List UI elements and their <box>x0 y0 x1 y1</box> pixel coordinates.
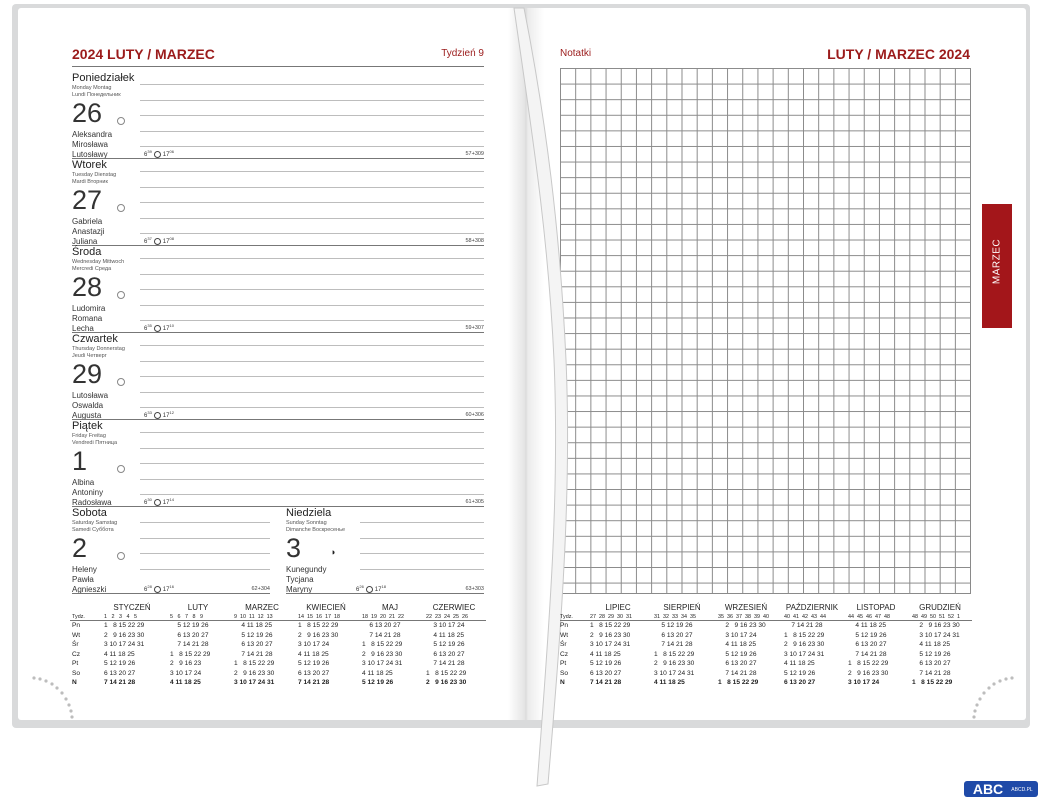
calendar-row: 1 8 15 22 29 <box>654 650 695 658</box>
month-name: MARZEC <box>245 603 279 612</box>
sunset-hour: 17 <box>374 587 382 593</box>
calendar-row: 6 13 20 27 <box>426 650 465 658</box>
sunset-minute: 08 <box>169 236 174 241</box>
calendar-row: 3 10 17 24 <box>848 679 880 686</box>
sunrise-hour: 6 <box>144 500 148 506</box>
name-day: Maryny <box>286 585 313 594</box>
calendar-row: 3 10 17 24 31 <box>362 660 403 667</box>
sunrise-minute: 26 <box>359 584 364 589</box>
month-name: LUTY <box>187 603 209 612</box>
week-numbers: 31 32 33 34 35 <box>654 614 696 620</box>
logo-sub: ABCD.PL <box>1011 787 1033 793</box>
name-day: Lutosławy <box>72 150 108 159</box>
week-numbers: 35 36 37 38 39 40 <box>718 614 769 620</box>
day-translations-2: Mardi Вторник <box>72 179 108 185</box>
day-name: Wtorek <box>72 159 107 171</box>
weekday-label: Wt <box>560 631 569 639</box>
day-translations-2: Lundi Понедельник <box>72 92 121 98</box>
weekday-label: N <box>560 679 565 686</box>
calendar-row: 4 11 18 25 <box>298 650 329 658</box>
calendar-row: 2 9 16 23 <box>170 660 202 667</box>
calendar-row: 1 8 15 22 29 <box>170 650 211 658</box>
name-day: Mirosława <box>72 140 109 149</box>
day-name: Niedziela <box>286 507 332 519</box>
calendar-row: 4 11 18 25 <box>848 622 887 629</box>
week-numbers: 14 15 16 17 18 <box>298 614 340 620</box>
day-name: Sobota <box>72 507 107 519</box>
calendar-row: 7 14 21 28 <box>170 641 209 648</box>
day-count: 58+308 <box>465 238 484 244</box>
calendar-row: 2 9 16 23 30 <box>590 631 631 639</box>
week-numbers: 18 19 20 21 22 <box>362 614 404 620</box>
calendar-row: 5 12 19 26 <box>654 622 693 629</box>
name-day: Albina <box>72 478 95 487</box>
weekday-label: So <box>560 669 569 677</box>
day-number: 27 <box>72 185 103 215</box>
sunset-hour: 17 <box>162 326 170 332</box>
name-day: Antoniny <box>72 488 104 497</box>
sunrise-minute: 30 <box>147 497 152 502</box>
calendar-row: 5 12 19 26 <box>912 650 951 658</box>
sunset-minute: 10 <box>169 323 174 328</box>
day-number: 2 <box>72 533 88 563</box>
sunrise-hour: 6 <box>356 587 360 593</box>
day-translations-2: Samedi Суббота <box>72 527 114 533</box>
name-day: Gabriela <box>72 217 103 226</box>
name-day: Kunegundy <box>286 565 327 574</box>
weekday-label: Pt <box>560 660 567 667</box>
calendar-row: 1 8 15 22 29 <box>234 660 275 667</box>
calendar-row: 4 11 18 25 <box>426 631 465 639</box>
week-number: Tydzień 9 <box>441 48 484 59</box>
calendar-row: 3 10 17 24 31 <box>654 669 695 677</box>
corner-dots-right <box>966 672 1016 722</box>
week-numbers: 5 6 7 8 9 <box>170 614 203 620</box>
calendar-row: 2 9 16 23 30 <box>912 622 960 629</box>
name-day: Lutosława <box>72 391 109 400</box>
week-numbers: 44 45 46 47 48 <box>848 614 890 620</box>
calendar-row: 4 11 18 25 <box>590 650 621 658</box>
calendar-row: 7 14 21 28 <box>784 622 823 629</box>
day-count: 60+306 <box>465 412 484 418</box>
month-name: LIPIEC <box>605 603 631 612</box>
calendar-row: 2 9 16 23 30 <box>654 660 695 667</box>
month-tab-label: MARZEC <box>991 238 1003 285</box>
weekday-label: Śr <box>72 641 79 648</box>
day-translations-2: Mercredi Среда <box>72 266 112 272</box>
day-translations-2: Jeudi Четверг <box>72 353 107 359</box>
day-translations: Wednesday Mittwoch <box>72 259 125 265</box>
calendar-row: 5 12 19 26 <box>234 631 273 639</box>
calendar-row: 3 10 17 24 31 <box>784 650 825 658</box>
sunset-hour: 17 <box>162 413 170 419</box>
weekday-label: Cz <box>560 650 569 658</box>
calendar-row: 5 12 19 26 <box>590 660 622 667</box>
name-day: Radosława <box>72 498 112 507</box>
calendar-row: 5 12 19 26 <box>104 660 136 667</box>
calendar-row: 3 10 17 24 31 <box>234 679 275 686</box>
calendar-row: 6 13 20 27 <box>234 641 273 648</box>
calendar-row: 5 12 19 26 <box>170 622 209 629</box>
month-name: PAŹDZIERNIK <box>785 603 839 612</box>
calendar-row: 1 8 15 22 29 <box>912 679 953 686</box>
day-number: 29 <box>72 359 103 389</box>
day-translations: Friday Freitag <box>72 433 106 439</box>
calendar-rule-left <box>70 620 486 621</box>
week-numbers: 48 49 50 51 52 1 <box>912 614 960 620</box>
day-count: 57+309 <box>465 151 484 157</box>
calendar-row: 4 11 18 25 <box>912 641 951 648</box>
calendar-row: 6 13 20 27 <box>104 669 136 677</box>
sunrise-minute: 37 <box>147 236 152 241</box>
calendar-row: 7 14 21 28 <box>104 679 136 686</box>
calendar-row: 6 13 20 27 <box>362 622 401 629</box>
day-count: 61+305 <box>465 499 484 505</box>
calendar-row: 1 8 15 22 29 <box>362 641 403 648</box>
logo-text: ABC <box>972 781 1004 797</box>
sunrise-hour: 6 <box>144 326 148 332</box>
sunrise-hour: 6 <box>144 413 148 419</box>
name-day: Pawła <box>72 575 94 584</box>
calendar-row: 6 13 20 27 <box>590 669 622 677</box>
weekday-label: Pn <box>560 622 569 629</box>
day-translations: Monday Montag <box>72 85 112 91</box>
calendar-row: 1 8 15 22 29 <box>848 660 889 667</box>
calendar-row: 3 10 17 24 31 <box>104 641 145 648</box>
name-day: Augusta <box>72 411 102 420</box>
calendar-row: 2 9 16 23 30 <box>298 631 339 639</box>
month-name: STYCZEŃ <box>113 603 151 612</box>
calendar-row: 4 11 18 25 <box>170 679 201 686</box>
day-name: Środa <box>72 246 102 258</box>
day-number: 3 <box>286 533 302 563</box>
calendar-row: 2 9 16 23 30 <box>362 650 403 658</box>
calendar-row: 7 14 21 28 <box>848 650 887 658</box>
day-name: Piątek <box>72 420 103 432</box>
calendar-row: 7 14 21 28 <box>426 660 465 667</box>
calendar-row: 7 14 21 28 <box>590 679 622 686</box>
calendar-row: 3 10 17 24 <box>426 622 465 629</box>
calendar-row: 2 9 16 23 30 <box>784 641 825 648</box>
day-translations: Saturday Samstag <box>72 520 118 526</box>
week-numbers: 22 23 24 25 26 <box>426 614 468 620</box>
name-day: Anastazji <box>72 227 105 236</box>
month-name: SIERPIEŃ <box>663 603 701 612</box>
calendar-row: 7 14 21 28 <box>298 679 330 686</box>
left-page-title: 2024 LUTY / MARZEC <box>72 46 215 62</box>
day-name: Poniedziałek <box>72 72 135 84</box>
day-translations: Tuesday Dienstag <box>72 172 117 178</box>
calendar-row: 4 11 18 25 <box>104 650 135 658</box>
month-name: GRUDZIEŃ <box>919 603 961 612</box>
month-name: MAJ <box>382 603 398 612</box>
calendar-row: 2 9 16 23 30 <box>426 679 467 686</box>
day-count: 62+304 <box>251 586 270 592</box>
sunset-minute: 12 <box>169 410 174 415</box>
calendar-row: 6 13 20 27 <box>784 679 816 686</box>
calendar-row: 4 11 18 25 <box>784 660 815 667</box>
sunrise-minute: 35 <box>147 323 152 328</box>
sunset-minute: 06 <box>169 149 174 154</box>
month-name: WRZESIEŃ <box>724 603 768 612</box>
week-numbers: 27 28 29 30 31 <box>590 614 632 620</box>
weekday-label: Pn <box>72 622 81 629</box>
week-numbers: 9 10 11 12 13 <box>234 614 273 620</box>
sunset-hour: 17 <box>162 587 170 593</box>
sunrise-hour: 6 <box>144 587 148 593</box>
sunset-hour: 17 <box>162 152 170 158</box>
name-day: Agnieszki <box>72 585 107 594</box>
calendar-row: 7 14 21 28 <box>654 641 693 648</box>
sunset-minute: 14 <box>169 497 174 502</box>
calendar-row: 1 8 15 22 29 <box>426 669 467 677</box>
calendar-row: 1 8 15 22 29 <box>104 622 145 629</box>
weekday-label: Wt <box>72 631 81 639</box>
sunset-minute: 18 <box>381 584 386 589</box>
calendar-row: 6 13 20 27 <box>654 631 693 639</box>
sunset-hour: 17 <box>162 500 170 506</box>
day-name: Czwartek <box>72 333 118 345</box>
moon-phase-icon: ◑ <box>330 547 336 557</box>
calendar-row: 1 8 15 22 29 <box>784 631 825 639</box>
sunset-hour: 17 <box>162 239 170 245</box>
weekday-label: N <box>72 679 77 686</box>
calendar-row: 7 14 21 28 <box>362 631 401 639</box>
calendar-row: 6 13 20 27 <box>912 660 951 667</box>
calendar-row: 6 13 20 27 <box>718 660 757 667</box>
calendar-row: 1 8 15 22 29 <box>718 679 759 686</box>
calendar-row: 3 10 17 24 <box>170 669 202 677</box>
sunrise-minute: 28 <box>147 584 152 589</box>
week-label: Tydz. <box>72 614 85 620</box>
calendar-row: 6 13 20 27 <box>170 631 209 639</box>
calendar-row: 5 12 19 26 <box>784 669 816 677</box>
sunset-minute: 16 <box>169 584 174 589</box>
sunrise-minute: 33 <box>147 410 152 415</box>
corner-dots-left <box>30 669 81 722</box>
name-day: Oswalda <box>72 401 104 410</box>
month-name: LISTOPAD <box>856 603 896 612</box>
week-numbers: 1 2 3 4 5 <box>104 614 137 620</box>
calendar-row: 2 9 16 23 30 <box>718 622 766 629</box>
calendar-row: 5 12 19 26 <box>848 631 887 639</box>
weekday-label: So <box>72 669 81 677</box>
calendar-row: 2 9 16 23 30 <box>848 669 889 677</box>
calendar-row: 5 12 19 26 <box>298 660 330 667</box>
sunrise-minute: 39 <box>147 149 152 154</box>
name-day: Tycjana <box>286 575 314 584</box>
calendar-row: 1 8 15 22 29 <box>298 622 339 629</box>
calendar-row: 2 9 16 23 30 <box>104 631 145 639</box>
name-day: Romana <box>72 314 103 323</box>
day-number: 26 <box>72 98 103 128</box>
calendar-row: 5 12 19 26 <box>362 679 394 686</box>
calendar-row: 5 12 19 26 <box>718 650 757 658</box>
week-label: Tydz. <box>560 614 573 620</box>
day-count: 59+307 <box>465 325 484 331</box>
calendar-row: 6 13 20 27 <box>848 641 887 648</box>
calendar-row: 4 11 18 25 <box>362 669 393 677</box>
weekday-label: Pt <box>72 660 79 667</box>
calendar-row: 1 8 15 22 29 <box>590 622 631 629</box>
calendar-row: 3 10 17 24 31 <box>590 641 631 648</box>
calendar-row: 6 13 20 27 <box>298 669 330 677</box>
abc-logo-icon <box>964 780 1038 798</box>
notes-label: Notatki <box>560 48 592 59</box>
day-translations: Thursday Donnerstag <box>72 346 125 352</box>
month-name: CZERWIEC <box>432 603 476 612</box>
calendar-row: 5 12 19 26 <box>426 641 465 648</box>
calendar-row: 4 11 18 25 <box>654 679 685 686</box>
calendar-row: 3 10 17 24 <box>718 631 757 639</box>
month-name: KWIECIEŃ <box>306 603 346 612</box>
sunrise-hour: 6 <box>144 152 148 158</box>
name-day: Juliana <box>72 237 98 246</box>
calendar-row: 4 11 18 25 <box>718 641 757 648</box>
day-count: 63+303 <box>465 586 484 592</box>
calendar-row: 4 11 18 25 <box>234 622 273 629</box>
name-day: Heleny <box>72 565 97 574</box>
day-translations-2: Dimanche Воскресенье <box>286 527 346 533</box>
name-day: Aleksandra <box>72 130 113 139</box>
day-number: 28 <box>72 272 103 302</box>
day-translations-2: Vendredi Пятница <box>72 440 118 446</box>
right-page-title: LUTY / MARZEC 2024 <box>827 46 970 62</box>
calendar-row: 3 10 17 24 <box>298 641 330 648</box>
day-number: 1 <box>72 446 88 476</box>
calendar-row: 3 10 17 24 31 <box>912 631 960 639</box>
weekday-label: Śr <box>560 641 567 648</box>
name-day: Lecha <box>72 324 94 333</box>
calendar-row: 7 14 21 28 <box>912 669 951 677</box>
weekday-label: Cz <box>72 650 81 658</box>
calendar-row: 7 14 21 28 <box>234 650 273 658</box>
calendar-rule-right <box>560 620 972 621</box>
calendar-row: 2 9 16 23 30 <box>234 669 275 677</box>
week-numbers: 40 41 42 43 44 <box>784 614 826 620</box>
sunrise-hour: 6 <box>144 239 148 245</box>
calendar-row: 7 14 21 28 <box>718 669 757 677</box>
day-translations: Sunday Sonntag <box>286 520 327 526</box>
name-day: Ludomira <box>72 304 106 313</box>
